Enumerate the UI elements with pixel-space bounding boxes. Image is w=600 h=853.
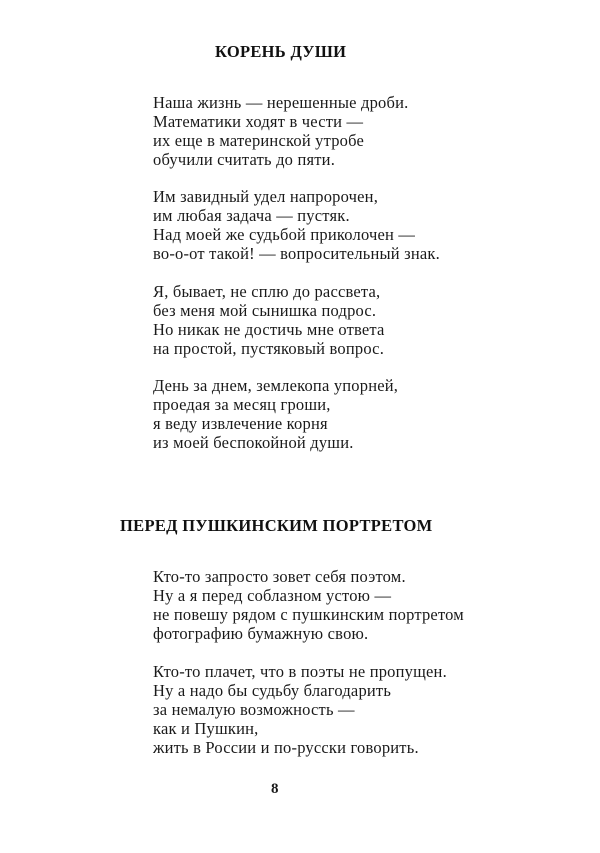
verse-line: Наша жизнь — нерешенные дроби. (153, 93, 409, 112)
verse-line: без меня мой сынишка подрос. (153, 301, 377, 320)
verse-line: из моей беспокойной души. (153, 433, 354, 452)
stanza (153, 662, 447, 757)
verse-line: Кто-то запросто зовет себя поэтом. (153, 567, 406, 586)
verse-line: их еще в материнской утробе (153, 131, 365, 150)
poem-title: ПЕРЕД ПУШКИНСКИМ ПОРТРЕТОМ (120, 516, 433, 535)
verse-line: не повешу рядом с пушкинским портретом (153, 605, 464, 624)
stanza (153, 567, 464, 643)
verse-line: на простой, пустяковый вопрос. (153, 339, 385, 358)
verse-line: жить в России и по-русски говорить. (153, 738, 419, 757)
verse-line: обучили считать до пяти. (153, 150, 336, 169)
stanza (153, 282, 385, 358)
verse-line: Я, бывает, не сплю до рассвета, (153, 282, 381, 301)
stanza (153, 187, 440, 263)
verse-line: проедая за месяц гроши, (153, 395, 331, 414)
poem-title: КОРЕНЬ ДУШИ (215, 42, 347, 61)
verse-line: Им завидный удел напророчен, (153, 187, 379, 206)
stanza (153, 93, 408, 169)
verse-line: Ну а надо бы судьбу благодарить (153, 681, 392, 700)
page-number: 8 (271, 781, 279, 797)
verse-line: им любая задача — пустяк. (153, 206, 350, 225)
verse-line: День за днем, землекопа упорней, (153, 376, 399, 395)
verse-line: я веду извлечение корня (153, 414, 328, 433)
stanza (153, 376, 398, 452)
verse-line: Ну а я перед соблазном устою — (153, 586, 392, 605)
verse-line: фотографию бумажную свою. (153, 624, 369, 643)
verse-line: Математики ходят в чести — (153, 112, 364, 131)
verse-line: во-о-от такой! — вопросительный знак. (153, 244, 440, 263)
verse-line: за немалую возможность — (153, 700, 355, 719)
verse-line: Но никак не достичь мне ответа (153, 320, 385, 339)
verse-line: как и Пушкин, (153, 719, 259, 738)
verse-line: Над моей же судьбой приколочен — (153, 225, 416, 244)
verse-line: Кто-то плачет, что в поэты не пропущен. (153, 662, 447, 681)
